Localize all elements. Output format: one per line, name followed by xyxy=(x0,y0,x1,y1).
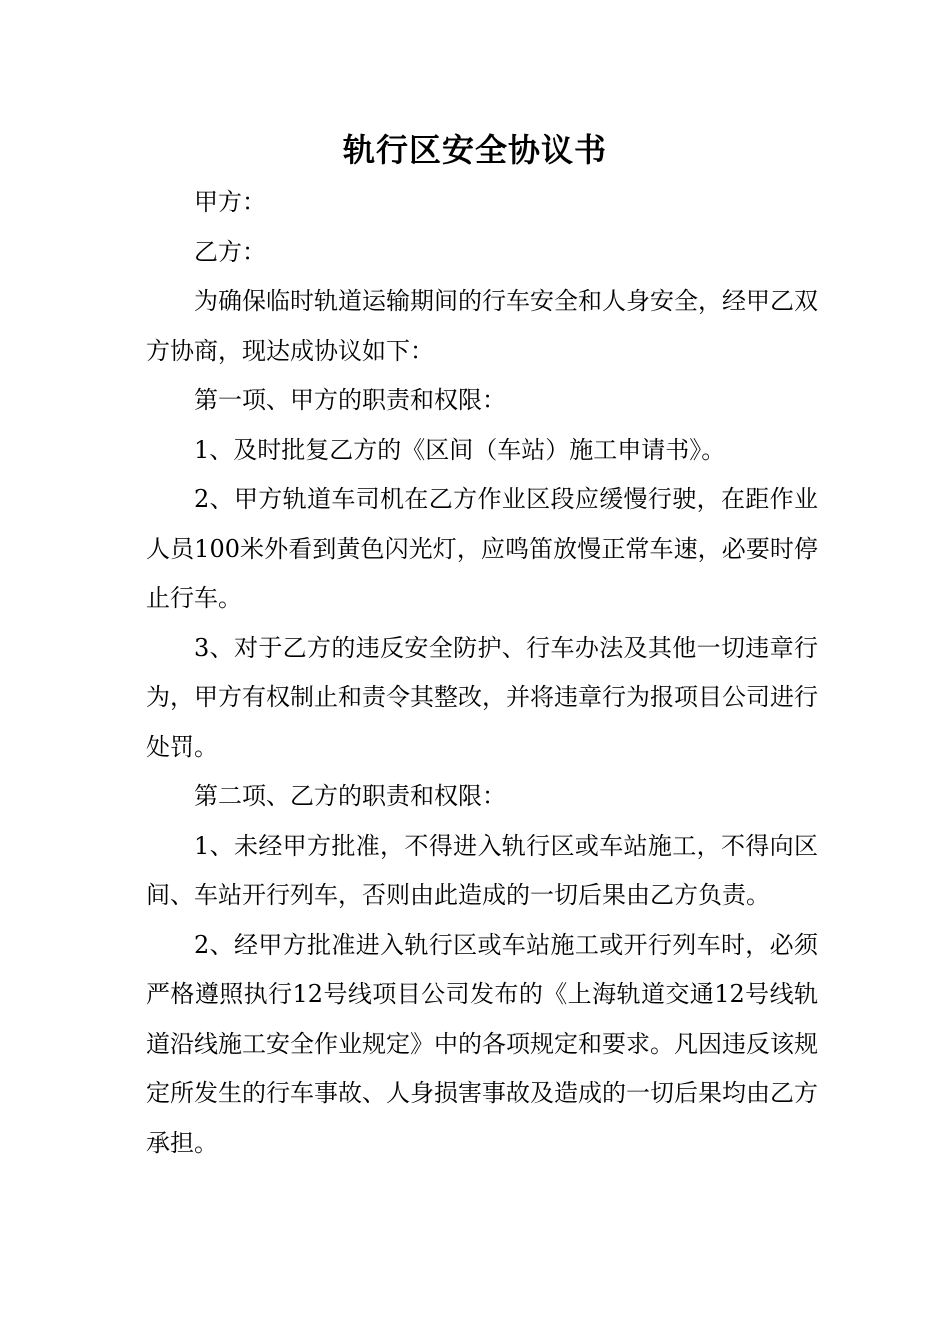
section-2-item-1: 1、未经甲方批准，不得进入轨行区或车站施工，不得向区间、车站开行列车，否则由此造成的一切后果由乙方负责。 xyxy=(146,831,818,909)
document-body xyxy=(146,178,818,1168)
party-a-line: 甲方： xyxy=(194,188,266,216)
section-1-heading: 第一项、甲方的职责和权限： xyxy=(194,386,506,414)
document-title: 轨行区安全协议书 xyxy=(342,131,607,169)
section-1-item-3: 3、对于乙方的违反安全防护、行车办法及其他一切违章行为，甲方有权制止和责令其整改，并将违章行为报项目公司进行处罚。 xyxy=(146,633,818,761)
section-1-item-1: 1、及时批复乙方的《区间（车站）施工申请书》。 xyxy=(194,435,726,464)
section-2-heading: 第二项、乙方的职责和权限： xyxy=(194,782,506,810)
section-1-item-2: 2、甲方轨道车司机在乙方作业区段应缓慢行驶，在距作业人员100米外看到黄色闪光灯，应鸣笛放慢正常车速，必要时停止行车。 xyxy=(146,485,818,612)
intro-paragraph: 为确保临时轨道运输期间的行车安全和人身安全，经甲乙双方协商，现达成协议如下： xyxy=(146,287,818,365)
party-b-line: 乙方： xyxy=(194,237,266,266)
section-2-item-2: 2、经甲方批准进入轨行区或车站施工或开行列车时，必须严格遵照执行12号线项目公司发布的《上海轨道交通12号线轨道沿线施工安全作业规定》中的各项规定和要求。凡因违反该规定所发生的行车事故、人身损害事故及造成的一切后果均由乙方承担。 xyxy=(146,930,818,1157)
